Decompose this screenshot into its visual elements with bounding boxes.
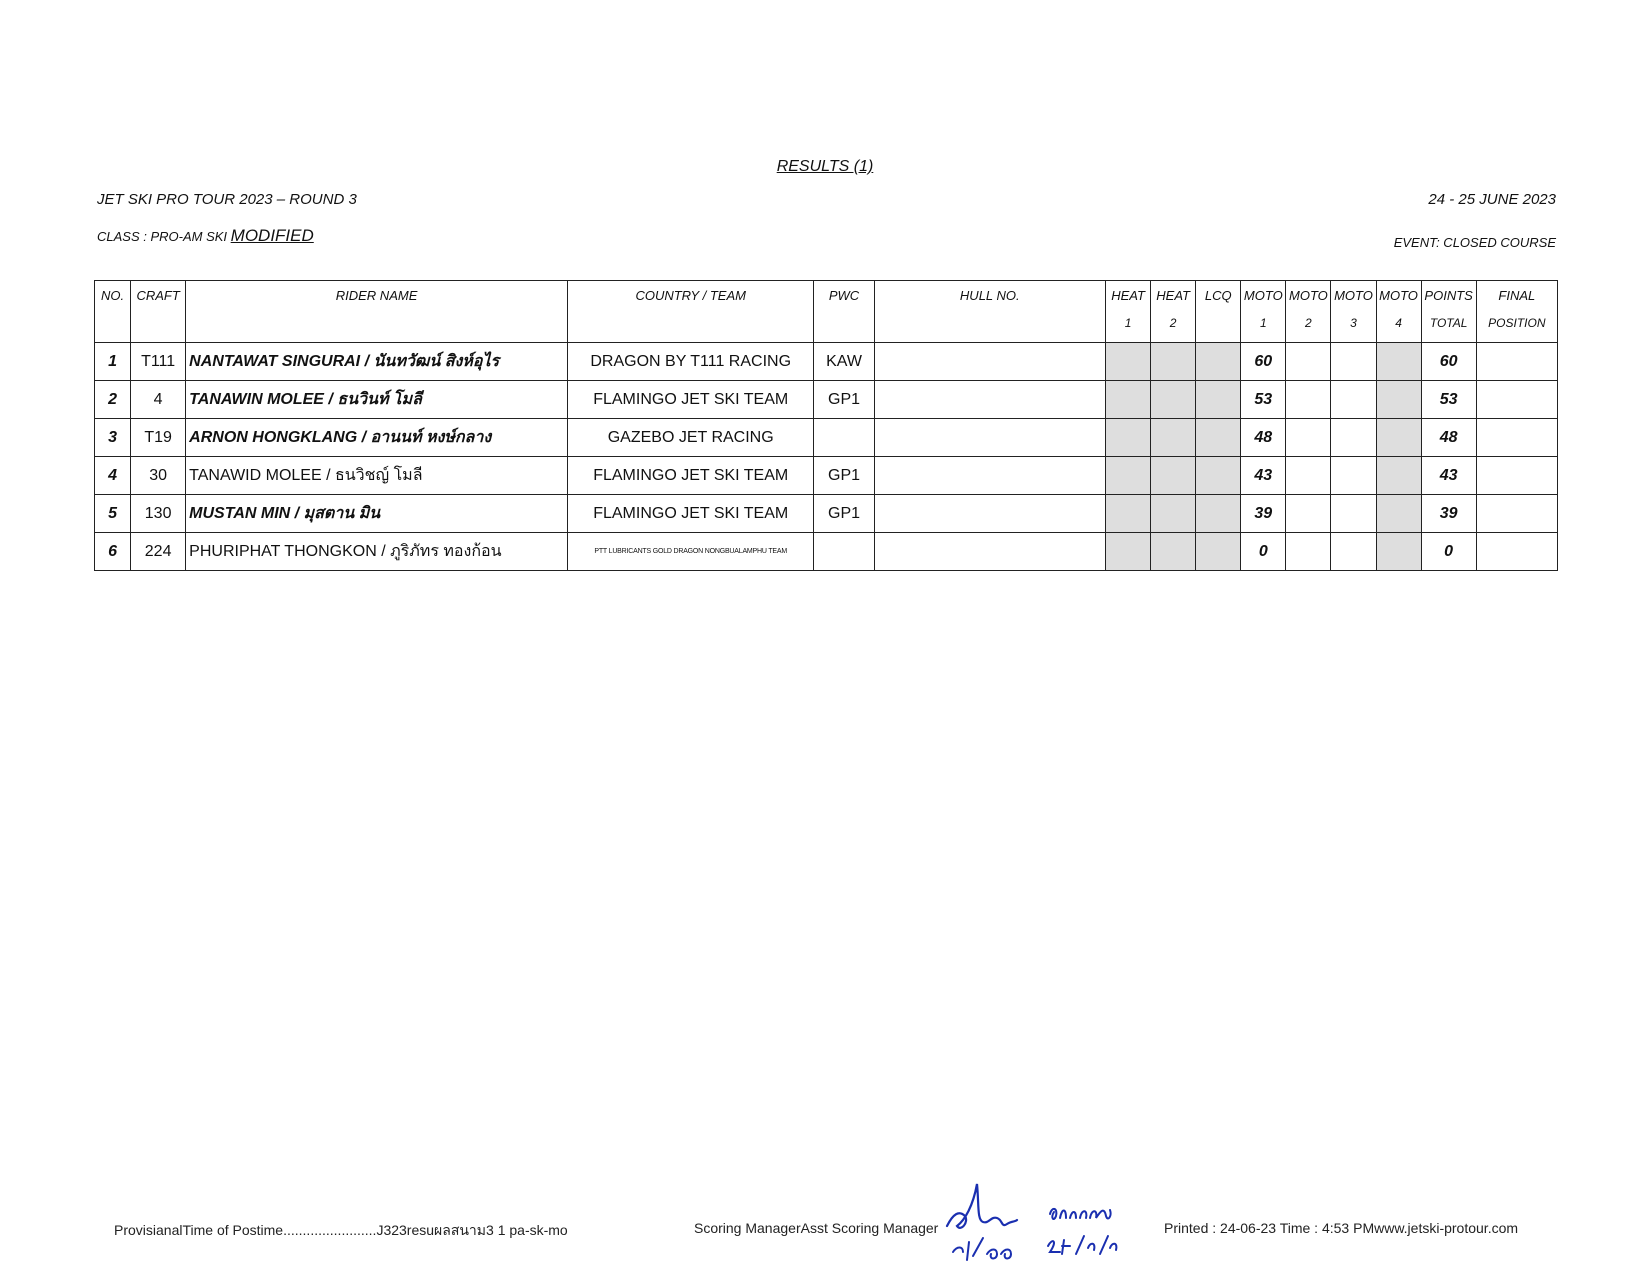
- cell-pwc: GP1: [814, 457, 874, 495]
- cell-moto-2: [1286, 495, 1331, 533]
- class-line: [97, 226, 314, 246]
- results-table: [94, 280, 1558, 571]
- cell-moto-1: 39: [1241, 495, 1286, 533]
- cell-craft: 130: [131, 495, 186, 533]
- cell-heat-2: [1151, 419, 1196, 457]
- footer-provisional: ProvisianalTime of Postime........................J323resuผลสนาม3 1 pa-sk-mo: [114, 1222, 568, 1238]
- cell-moto-1: 60: [1241, 343, 1286, 381]
- cell-moto-3: [1331, 457, 1376, 495]
- cell-heat-1: [1106, 495, 1151, 533]
- cell-no: 5: [95, 495, 131, 533]
- table-row: [95, 533, 1558, 571]
- cell-moto-1: 0: [1241, 533, 1286, 571]
- header-country-team: COUNTRY / TEAM: [567, 281, 814, 343]
- cell-points-total: 60: [1421, 343, 1476, 381]
- header-moto-3: MOTO 3: [1331, 281, 1376, 343]
- cell-final-position: [1476, 419, 1557, 457]
- cell-heat-2: [1151, 343, 1196, 381]
- cell-moto-1: 43: [1241, 457, 1286, 495]
- cell-hull-no: [874, 457, 1105, 495]
- cell-final-position: [1476, 343, 1557, 381]
- cell-craft: 4: [131, 381, 186, 419]
- scoring-manager-signature: [943, 1176, 1023, 1268]
- cell-rider-name: PHURIPHAT THONGKON / ภูริภัทร ทองก้อน: [186, 533, 568, 571]
- cell-heat-1: [1106, 419, 1151, 457]
- results-body: [95, 343, 1558, 571]
- cell-rider-name: MUSTAN MIN / มุสตาน มิน: [186, 495, 568, 533]
- event-name: JET SKI PRO TOUR 2023 – ROUND 3: [97, 191, 357, 208]
- cell-country-team: FLAMINGO JET SKI TEAM: [567, 457, 814, 495]
- cell-lcq: [1196, 419, 1241, 457]
- cell-moto-2: [1286, 533, 1331, 571]
- cell-points-total: 53: [1421, 381, 1476, 419]
- cell-heat-1: [1106, 457, 1151, 495]
- cell-country-team: FLAMINGO JET SKI TEAM: [567, 495, 814, 533]
- class-value: MODIFIED: [230, 226, 314, 245]
- cell-moto-4: [1376, 419, 1421, 457]
- cell-rider-name: ARNON HONGKLANG / อานนท์ หงษ์กลาง: [186, 419, 568, 457]
- cell-craft: T111: [131, 343, 186, 381]
- cell-moto-3: [1331, 381, 1376, 419]
- header-heat-2: HEAT 2: [1151, 281, 1196, 343]
- header-moto-4: MOTO 4: [1376, 281, 1421, 343]
- cell-lcq: [1196, 457, 1241, 495]
- event-date: 24 - 25 JUNE 2023: [1428, 191, 1556, 208]
- header-heat-1: HEAT 1: [1106, 281, 1151, 343]
- cell-rider-name: NANTAWAT SINGURAI / นันทวัฒน์ สิงห์อุไร: [186, 343, 568, 381]
- cell-points-total: 39: [1421, 495, 1476, 533]
- cell-moto-2: [1286, 419, 1331, 457]
- cell-no: 4: [95, 457, 131, 495]
- cell-no: 6: [95, 533, 131, 571]
- cell-country-team: FLAMINGO JET SKI TEAM: [567, 381, 814, 419]
- cell-moto-4: [1376, 457, 1421, 495]
- cell-craft: 224: [131, 533, 186, 571]
- cell-heat-2: [1151, 457, 1196, 495]
- cell-lcq: [1196, 533, 1241, 571]
- table-header-row: [95, 281, 1558, 343]
- cell-moto-1: 48: [1241, 419, 1286, 457]
- header-moto-2: MOTO 2: [1286, 281, 1331, 343]
- cell-heat-1: [1106, 381, 1151, 419]
- cell-no: 2: [95, 381, 131, 419]
- cell-moto-4: [1376, 343, 1421, 381]
- cell-moto-3: [1331, 533, 1376, 571]
- cell-pwc: [814, 419, 874, 457]
- cell-final-position: [1476, 495, 1557, 533]
- cell-lcq: [1196, 343, 1241, 381]
- table-row: [95, 457, 1558, 495]
- cell-points-total: 48: [1421, 419, 1476, 457]
- cell-moto-4: [1376, 533, 1421, 571]
- cell-final-position: [1476, 381, 1557, 419]
- cell-rider-name: TANAWIN MOLEE / ธนวินท์ โมลี: [186, 381, 568, 419]
- cell-moto-3: [1331, 343, 1376, 381]
- cell-final-position: [1476, 457, 1557, 495]
- header-craft: CRAFT: [131, 281, 186, 343]
- header-pwc: PWC: [814, 281, 874, 343]
- cell-heat-1: [1106, 533, 1151, 571]
- cell-country-team: DRAGON BY T111 RACING: [567, 343, 814, 381]
- header-final-position: FINAL POSITION: [1476, 281, 1557, 343]
- header-moto-1: MOTO 1: [1241, 281, 1286, 343]
- cell-hull-no: [874, 419, 1105, 457]
- cell-points-total: 43: [1421, 457, 1476, 495]
- header-lcq: LCQ: [1196, 281, 1241, 343]
- header-rider-name: RIDER NAME: [186, 281, 568, 343]
- cell-pwc: KAW: [814, 343, 874, 381]
- cell-country-team: PTT LUBRICANTS GOLD DRAGON NONGBUALAMPHU TEAM: [567, 533, 814, 571]
- cell-no: 1: [95, 343, 131, 381]
- event-type: EVENT: CLOSED COURSE: [1393, 235, 1556, 250]
- cell-moto-3: [1331, 419, 1376, 457]
- cell-lcq: [1196, 495, 1241, 533]
- class-label: CLASS : PRO-AM SKI: [97, 229, 231, 244]
- footer-scoring-manager: Scoring ManagerAsst Scoring Manager: [694, 1220, 939, 1236]
- cell-craft: T19: [131, 419, 186, 457]
- cell-craft: 30: [131, 457, 186, 495]
- page-title: RESULTS (1): [776, 158, 874, 175]
- cell-country-team: GAZEBO JET RACING: [567, 419, 814, 457]
- header-hull-no: HULL NO.: [874, 281, 1105, 343]
- cell-no: 3: [95, 419, 131, 457]
- cell-heat-2: [1151, 533, 1196, 571]
- cell-moto-4: [1376, 495, 1421, 533]
- cell-heat-2: [1151, 381, 1196, 419]
- cell-hull-no: [874, 343, 1105, 381]
- header-no: NO.: [95, 281, 131, 343]
- cell-pwc: GP1: [814, 381, 874, 419]
- cell-moto-2: [1286, 343, 1331, 381]
- cell-hull-no: [874, 533, 1105, 571]
- cell-rider-name: TANAWID MOLEE / ธนวิชญ์ โมลี: [186, 457, 568, 495]
- cell-pwc: [814, 533, 874, 571]
- cell-moto-2: [1286, 457, 1331, 495]
- table-row: [95, 419, 1558, 457]
- cell-points-total: 0: [1421, 533, 1476, 571]
- cell-moto-1: 53: [1241, 381, 1286, 419]
- table-row: [95, 495, 1558, 533]
- cell-moto-4: [1376, 381, 1421, 419]
- header-points-total: POINTS TOTAL: [1421, 281, 1476, 343]
- cell-lcq: [1196, 381, 1241, 419]
- cell-moto-2: [1286, 381, 1331, 419]
- asst-scoring-manager-signature: [1044, 1196, 1124, 1260]
- table-row: [95, 381, 1558, 419]
- cell-heat-2: [1151, 495, 1196, 533]
- cell-pwc: GP1: [814, 495, 874, 533]
- cell-moto-3: [1331, 495, 1376, 533]
- cell-hull-no: [874, 495, 1105, 533]
- cell-hull-no: [874, 381, 1105, 419]
- cell-final-position: [1476, 533, 1557, 571]
- footer-printed: Printed : 24-06-23 Time : 4:53 PMwww.jetski-protour.com: [1164, 1220, 1519, 1236]
- cell-heat-1: [1106, 343, 1151, 381]
- table-row: [95, 343, 1558, 381]
